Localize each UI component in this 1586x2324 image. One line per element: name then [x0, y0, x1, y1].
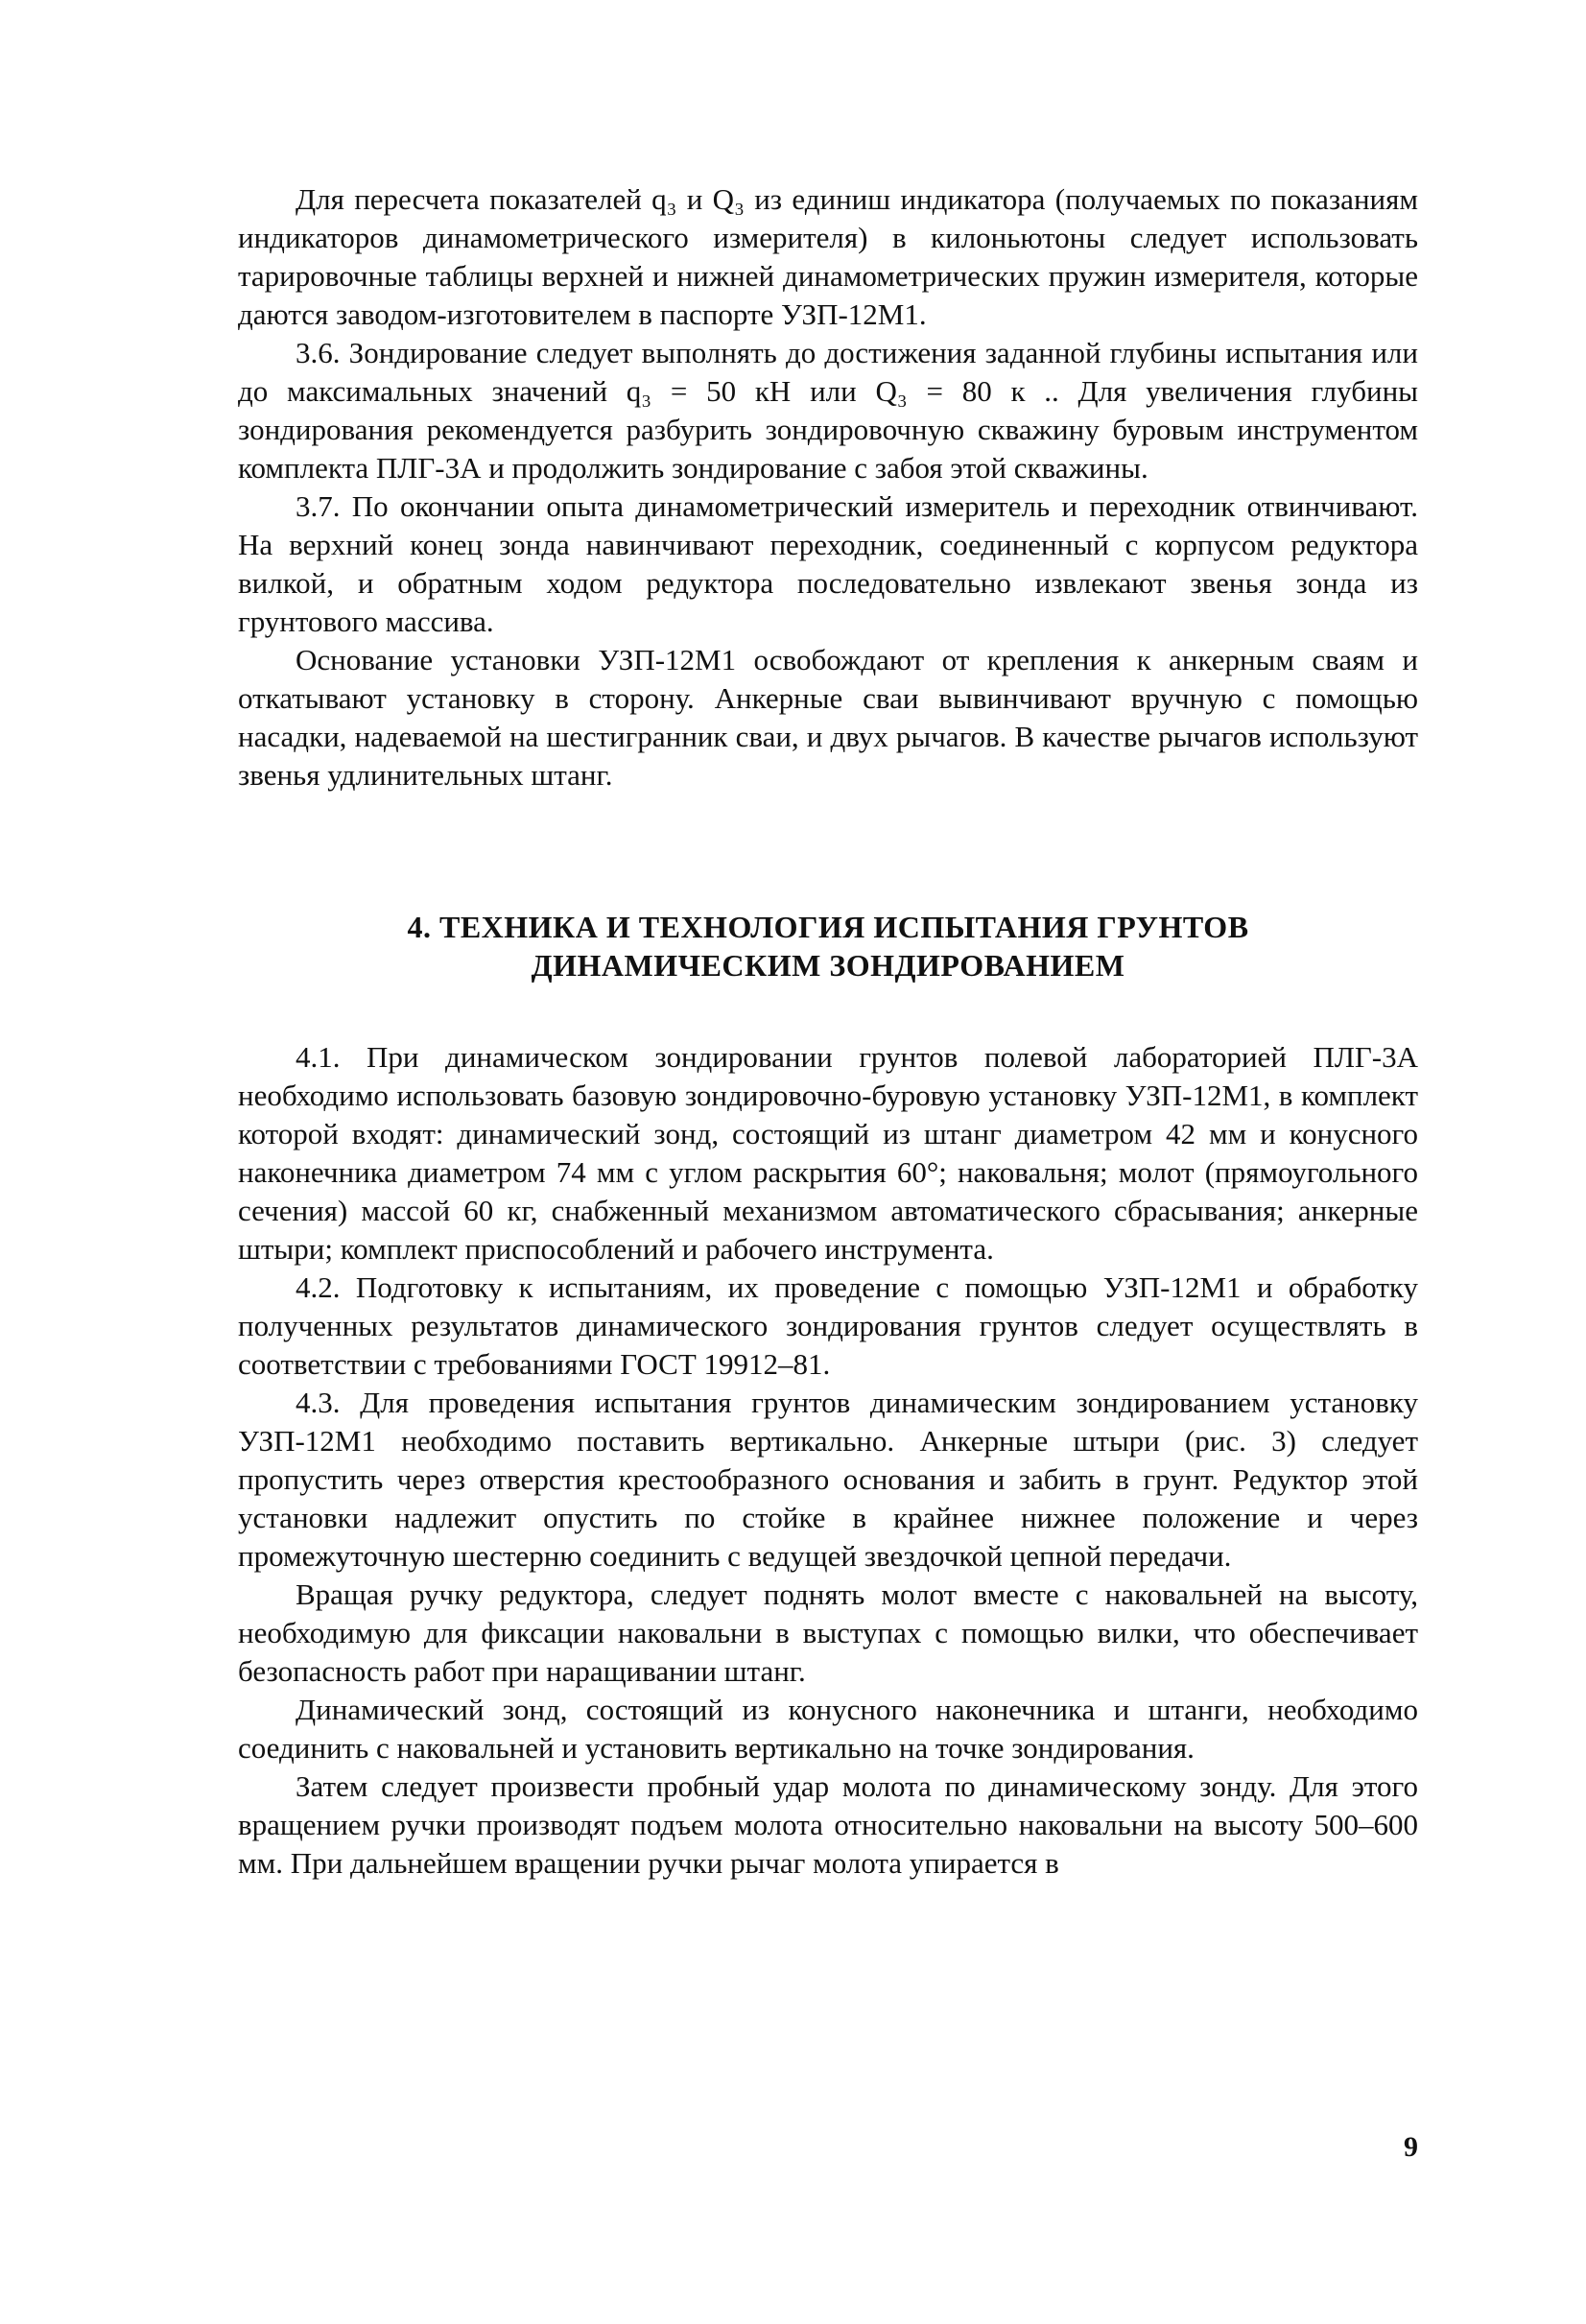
section-spacer-top — [238, 794, 1418, 908]
paragraph-4-3: 4.3. Для проведения испытания грунтов динамическим зондированием установку УЗП-12М1 необходимо поставить вертикально. Анкерные штыри (рис. 3) следует пропустить через отверстия крестообразного основания и забить в грунт. Редуктор этой установки надлежит опустить по стойке в крайнее нижнее положение и через промежуточную шестерню соединить с ведущей звездочкой цепной передачи. — [238, 1386, 1418, 1573]
paragraph-test-strike: Затем следует произвести пробный удар молота по динамическому зонду. Для этого вращением ручки производят подъем молота относительно наковальни на высоту 500–600 мм. При дальнейшем вращении ручки рычаг молота упирается в — [238, 1769, 1418, 1880]
paragraph-4-1: 4.1. При динамическом зондировании грунтов полевой лабораторией ПЛГ-3А необходимо использовать базовую зондировочно-буровую установку УЗП-12М1, в комплект которой входят: динамический зонд, состоящий из штанг диаметром 42 мм и конусного наконечника диаметром 74 мм с углом раскрытия 60°; наковальня; молот (прямоугольного сечения) массой 60 кг, снабженный механизмом автоматического сбрасывания; анкерные штыри; комплект приспособлений и рабочего инструмента. — [238, 1040, 1418, 1266]
section-title-line-1: 4. ТЕХНИКА И ТЕХНОЛОГИЯ ИСПЫТАНИЯ ГРУНТОВ — [407, 910, 1249, 944]
paragraph-rotate-handle: Вращая ручку редуктора, следует поднять молот вместе с наковальней на высоту, необходимую для фиксации наковальни в выступах с помощью вилки, что обеспечивает безопасность работ при наращивании штанг. — [238, 1577, 1418, 1688]
paragraph-conversion: Для пересчета показателей q₃ и Q₃ из единиш индикатора (получаемых по показаниям индикаторов динамометрического измерителя) в килоньютоны следует использовать тарировочные таблицы верхней и нижней динамометрических пружин измерителя, которые даются заводом-изготовителем в паспорте УЗП-12М1. — [238, 182, 1418, 331]
section-title-line-2: ДИНАМИЧЕСКИМ ЗОНДИРОВАНИЕМ — [531, 948, 1125, 983]
paragraph-3-6: 3.6. Зондирование следует выполнять до достижения заданной глубины испытания или до максимальных значений q₃ = 50 кН или Q₃ = 80 к .. Для увеличения глубины зондирования рекомендуется разбурить зондировочную скважину буровым инструментом комплекта ПЛГ-3А и продолжить зондирование с забоя этой скважины. — [238, 336, 1418, 485]
paragraph-base-removal: Основание установки УЗП-12М1 освобождают от крепления к анкерным сваям и откатывают установку в сторону. Анкерные сваи вывинчивают вручную с помощью насадки, надеваемой на шестигранник сваи, и двух рычагов. В качестве рычагов используют звенья удлинительных штанг. — [238, 643, 1418, 792]
paragraph-dynamic-probe: Динамический зонд, состоящий из конусного наконечника и штанги, необходимо соединить с наковальней и установить вертикально на точке зондирования. — [238, 1693, 1418, 1765]
paragraph-3-7: 3.7. По окончании опыта динамометрический измеритель и переходник отвинчивают. На верхний конец зонда навинчивают переходник, соединенный с корпусом редуктора вилкой, и обратным ходом редуктора последовательно извлекают звенья зонда из грунтового массива. — [238, 489, 1418, 638]
paragraph-4-2: 4.2. Подготовку к испытаниям, их проведение с помощью УЗП-12М1 и обработку полученных результатов динамического зондирования грунтов следует осуществлять в соответствии с требованиями ГОСТ 19912–81. — [238, 1270, 1418, 1381]
page-number: 9 — [1404, 2131, 1418, 2163]
document-page — [238, 180, 1418, 1883]
section-spacer-bottom — [238, 984, 1418, 1038]
